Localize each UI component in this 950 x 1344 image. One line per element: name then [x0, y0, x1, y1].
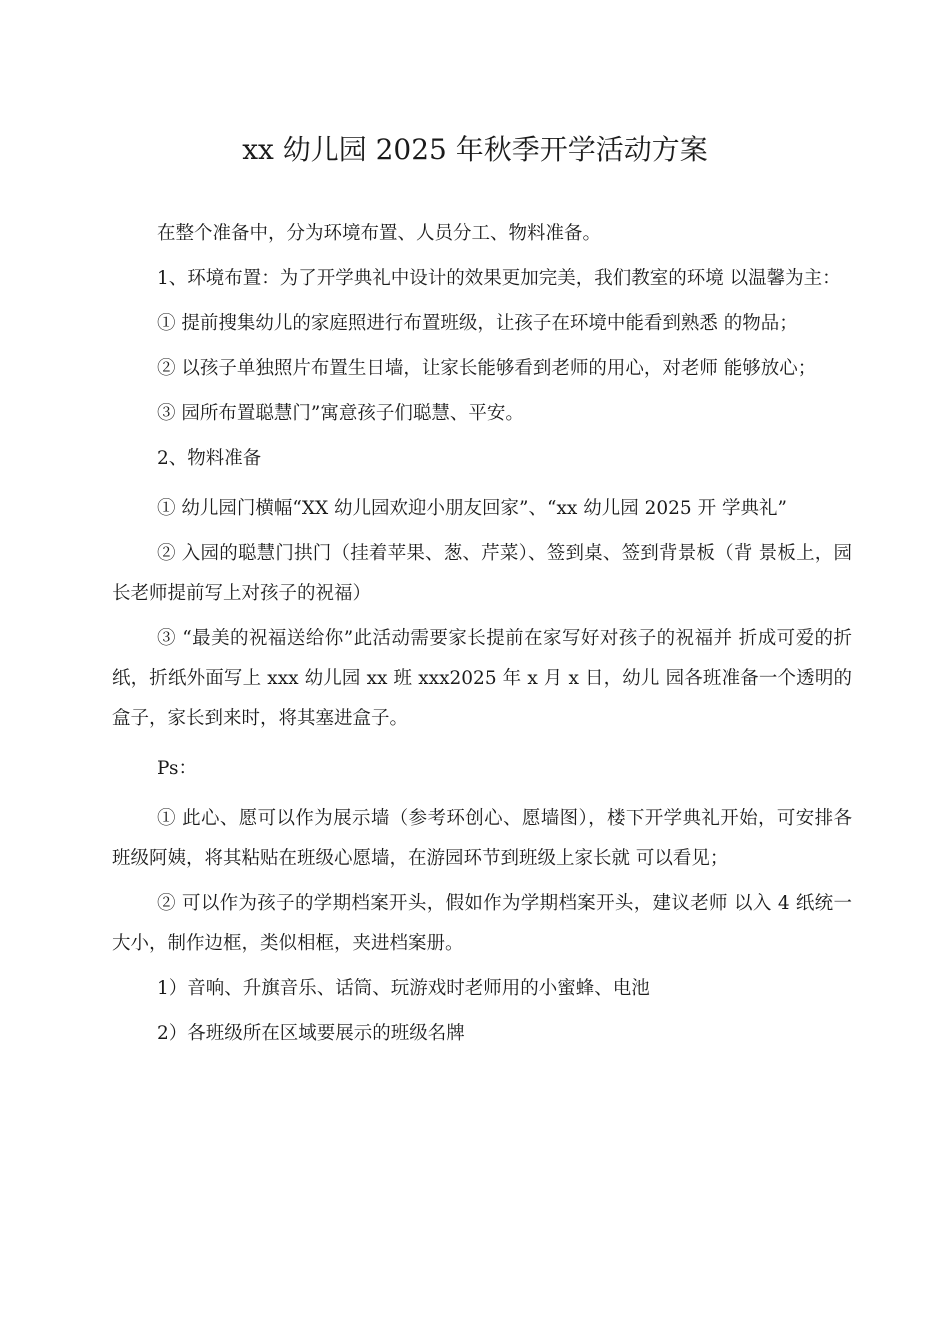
paragraph-material-1: ① 幼儿园门横幅“XX 幼儿园欢迎小朋友回家”、“xx 幼儿园 2025 开 学典礼” [157, 498, 787, 519]
paragraph-item-2: ② 以孩子单独照片布置生日墙，让家长能够看到老师的用心，对老师 能够放心； [157, 358, 817, 379]
paragraph-material-2: ② 入园的聪慧门拱门（挂着苹果、葱、芹菜）、签到桌、签到背景板（背 景板上，园长老师提前写上对孩子的祝福） [112, 543, 852, 604]
paragraph-list-2: 2）各班级所在区域要展示的班级名牌 [157, 1023, 465, 1044]
paragraph-environment: 1、环境布置：为了开学典礼中设计的效果更加完美，我们教室的环境 以温馨为主： [157, 268, 841, 289]
paragraph-item-1: ① 提前搜集幼儿的家庭照进行布置班级，让孩子在环境中能看到熟悉 的物品； [157, 313, 798, 334]
paragraph-list-1: 1）音响、升旗音乐、话筒、玩游戏时老师用的小蜜蜂、电池 [157, 978, 650, 999]
paragraph-intro: 在整个准备中，分为环境布置、人员分工、物料准备。 [157, 223, 602, 244]
document-title: xx 幼儿园 2025 年秋季开学活动方案 [242, 133, 708, 166]
document-body [112, 214, 852, 1059]
paragraph-ps-2: ② 可以作为孩子的学期档案开头，假如作为学期档案开头，建议老师 以入 4 纸统一大小，制作边框，类似相框，夹进档案册。 [112, 893, 852, 954]
paragraph-ps-1: ① 此心、愿可以作为展示墙（参考环创心、愿墙图），楼下开学典礼开始，可安排各班级阿姨，将其粘贴在班级心愿墙，在游园环节到班级上家长就 可以看见； [112, 808, 852, 869]
paragraph-ps-heading: Ps： [157, 758, 197, 779]
paragraph-material-3: ③ “最美的祝福送给你”此活动需要家长提前在家写好对孩子的祝福并 折成可爱的折纸，折纸外面写上 xxx 幼儿园 xx 班 xxx2025 年 x 月 x 日，幼儿 园各班准备一个透明的盒子，家长到来时，将其塞进盒子。 [112, 628, 852, 729]
paragraph-item-3: ③ 园所布置聪慧门”寓意孩子们聪慧、平安。 [157, 403, 524, 424]
paragraph-materials-heading: 2、物料准备 [157, 448, 262, 469]
